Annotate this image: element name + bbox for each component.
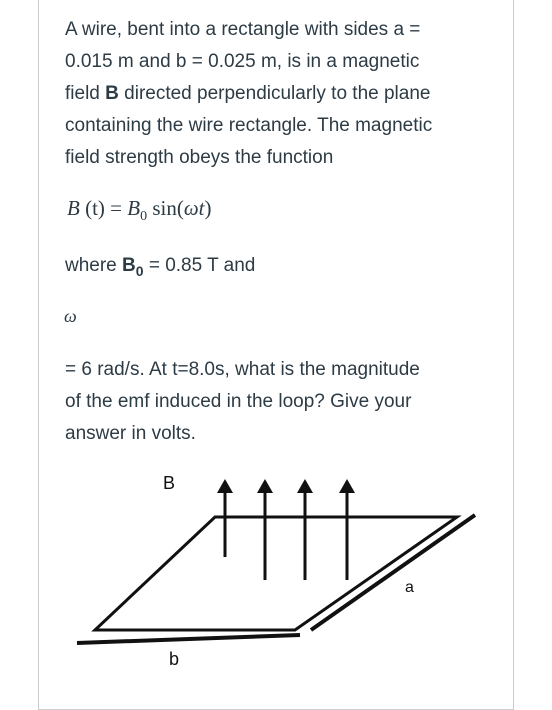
wire-rectangle: [95, 517, 457, 630]
question-line-3: answer in volts.: [65, 423, 196, 444]
equation-rhs-func: sin(: [147, 196, 184, 220]
intro-line-3a: field: [65, 83, 106, 104]
field-label: B: [163, 473, 176, 493]
intro-line-3c: directed perpendicularly to the plane: [118, 83, 431, 104]
side-b-label: b: [169, 649, 180, 669]
field-equation: [67, 196, 212, 225]
intro-line-1: A wire, bent into a rectangle with sides a =: [65, 19, 421, 40]
where-rest: = 0.85 T and: [143, 255, 256, 276]
intro-line-4: containing the wire rectangle. The magnetic: [65, 115, 433, 136]
equation-rhs-symbol: B: [127, 196, 141, 220]
equation-rhs-sub: 0: [140, 209, 148, 225]
where-sub: 0: [135, 262, 144, 279]
question-text: [65, 354, 495, 450]
where-line: [65, 250, 495, 287]
arrow-heads: [217, 479, 355, 493]
intro-line-5: field strength obeys the function: [65, 147, 334, 168]
where-symbol: B: [122, 255, 136, 276]
equation-lhs-symbol: B: [67, 196, 80, 220]
side-b-edge: [77, 635, 300, 643]
side-a-label: a: [405, 579, 414, 596]
equation-rhs-arg: ωt: [183, 196, 205, 220]
field-arrows: [225, 483, 347, 580]
intro-line-2: 0.015 m and b = 0.025 m, is in a magnetic: [65, 51, 420, 72]
problem-intro: [65, 14, 495, 174]
question-line-1: = 6 rad/s. At t=8.0s, what is the magnitude: [65, 359, 420, 380]
wire-loop-diagram: [65, 465, 485, 680]
where-prefix: where: [65, 255, 123, 276]
question-line-2: of the emf induced in the loop? Give your: [65, 391, 412, 412]
equation-lhs-arg: (t) =: [79, 196, 128, 220]
omega-symbol: ω: [64, 306, 77, 326]
side-a-edge: [311, 515, 475, 630]
field-symbol-bold: B: [105, 83, 119, 104]
equation-rhs-close: ): [204, 196, 212, 220]
